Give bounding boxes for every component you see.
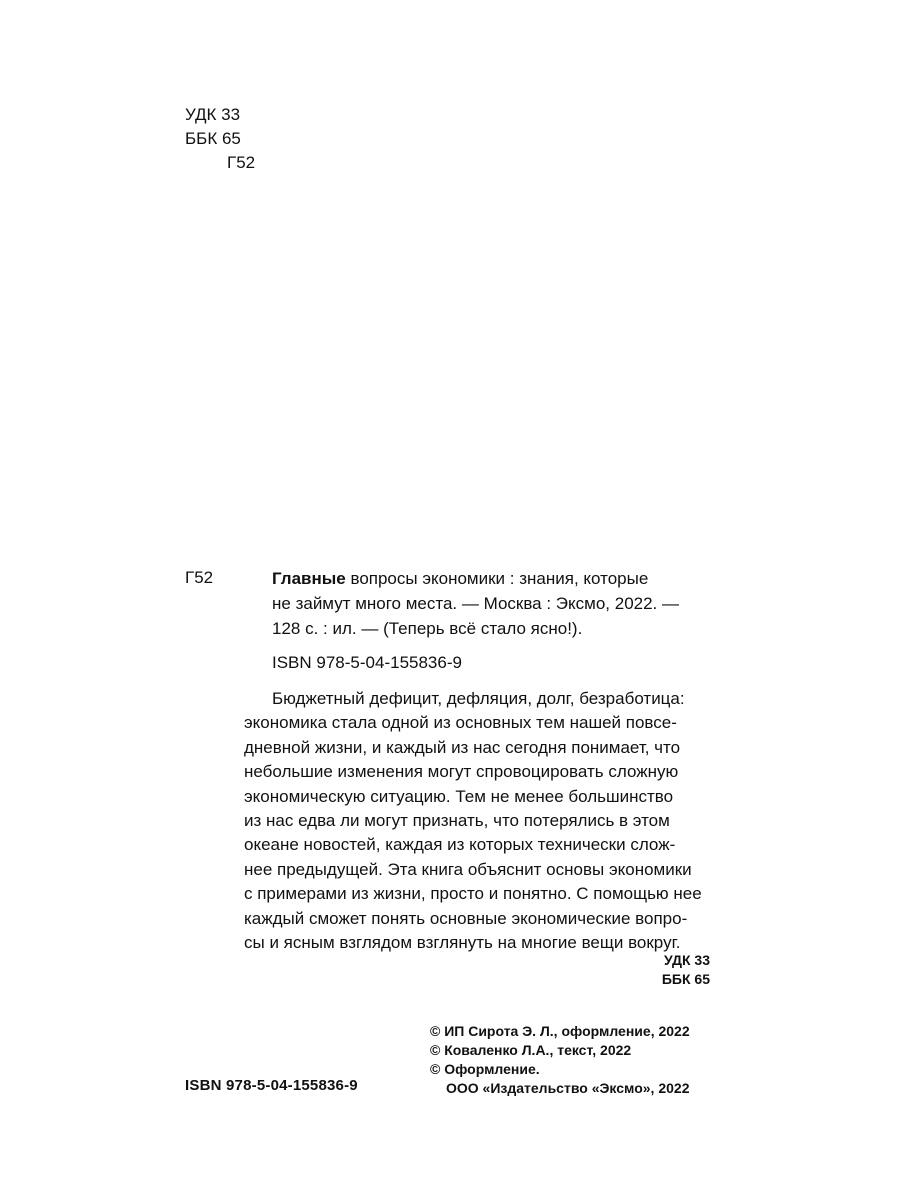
- annotation-line: Бюджетный дефицит, дефляция, долг, безработица:: [272, 689, 685, 708]
- annotation-line: океане новостей, каждая из которых технически слож-: [244, 835, 676, 855]
- entry-line-3: 128 с. : ил. — (Теперь всё стало ясно!).: [272, 619, 583, 638]
- annotation-line: дневной жизни, и каждый из нас сегодня понимает, что: [244, 737, 681, 757]
- copyright-line: © Коваленко Л.А., текст, 2022: [430, 1042, 632, 1058]
- entry-title-rest: вопросы экономики : знания, которые: [345, 569, 649, 588]
- copyright-line: © Оформление.: [430, 1061, 540, 1077]
- classification-codes-top: [185, 103, 255, 175]
- annotation-line: небольшие изменения могут спровоцировать сложную: [244, 762, 679, 782]
- annotation-line: экономика стала одной из основных тем нашей повсе-: [244, 713, 677, 733]
- entry-line-1: [272, 566, 718, 591]
- udk-code-right: УДК 33: [664, 952, 710, 968]
- copyright-line: ООО «Издательство «Эксмо», 2022: [446, 1080, 690, 1096]
- annotation-text: [244, 687, 716, 955]
- copyright-line: © ИП Сирота Э. Л., оформление, 2022: [430, 1023, 690, 1039]
- annotation-line: экономическую ситуацию. Тем не менее большинство: [244, 786, 674, 806]
- isbn-bottom: ISBN 978-5-04-155836-9: [185, 1077, 358, 1094]
- udk-code: УДК 33: [185, 105, 241, 124]
- annotation-line: нее предыдущей. Эта книга объяснит основы экономики: [244, 859, 692, 879]
- entry-line-2: не займут много места. — Москва : Эксмо, 2022. —: [272, 594, 680, 613]
- bibliographic-entry: [272, 566, 718, 641]
- annotation-line: каждый сможет понять основные экономические вопро-: [244, 908, 688, 928]
- bbk-code-right: ББК 65: [661, 971, 710, 987]
- entry-author-mark: Г52: [185, 568, 214, 587]
- author-mark: Г52: [227, 153, 256, 172]
- bbk-code: ББК 65: [185, 129, 241, 148]
- annotation-line: сы и ясным взглядом взглянуть на многие вещи вокруг.: [244, 933, 681, 953]
- entry-title-bold: Главные: [272, 569, 346, 588]
- classification-codes-right: [662, 951, 710, 989]
- annotation-line: из нас едва ли могут признать, что потерялись в этом: [244, 811, 670, 831]
- annotation-line: с примерами из жизни, просто и понятно. С помощью нее: [244, 884, 702, 904]
- copyright-block: [430, 1022, 690, 1098]
- entry-isbn: ISBN 978-5-04-155836-9: [272, 653, 462, 672]
